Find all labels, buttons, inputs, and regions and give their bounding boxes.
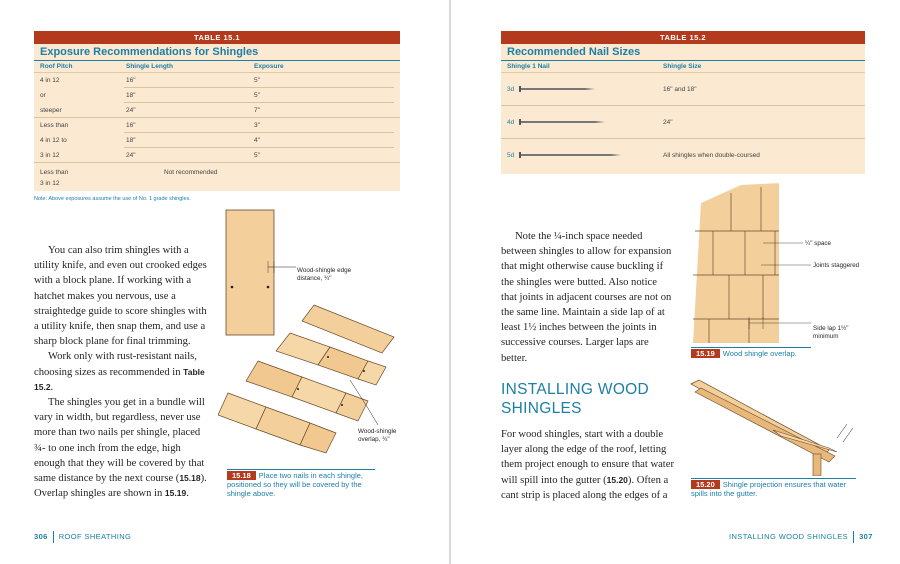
cell-length: 18" (126, 137, 136, 144)
nail-5d-icon (519, 150, 625, 160)
cell-nail: 3d (507, 86, 515, 93)
right-page (451, 0, 900, 564)
cell-exposure: 4" (254, 137, 260, 144)
table-title: Exposure Recommendations for Shingles (34, 44, 400, 61)
table-note: Note: Above exposures assume the use of No. 1 grade shingles. (34, 196, 191, 202)
cell-pitch: or (40, 92, 46, 99)
caption-15-18 (227, 471, 379, 498)
nail-3d-icon (519, 84, 599, 94)
section-name: ROOF SHEATHING (58, 531, 132, 541)
side-lap-label: minimum (813, 333, 839, 340)
overlap-label: overlap, ¾" (358, 436, 390, 443)
cell-nail: 4d (507, 119, 515, 126)
cell-pitch: 3 in 12 (40, 152, 60, 159)
section-heading: INSTALLING WOOD SHINGLES (501, 381, 650, 417)
footer-divider (853, 531, 854, 543)
caption-15-20 (691, 480, 861, 498)
cell-pitch: Less than (40, 169, 69, 176)
page-footer (729, 531, 873, 543)
cell-size: All shingles when double-coursed (663, 152, 760, 159)
table-number: TABLE 15.1 (34, 31, 400, 44)
left-page (0, 0, 449, 564)
caption-text: Shingle projection ensures that water spills into the gutter. (691, 480, 847, 498)
paragraph: For wood shingles, start with a double layer along the edge of the roof, letting them project enough to ensure that water will spill into the gutter (15.20). Often a cant strip is placed along the edges of a (501, 429, 674, 501)
cell-pitch: 4 in 12 to (40, 137, 67, 144)
figure-15-20 (689, 378, 869, 476)
page-footer (34, 531, 131, 543)
joints-label: Joints staggered (813, 262, 860, 269)
fascia-board (813, 454, 821, 476)
table-row (34, 148, 400, 163)
page-number: 306 (34, 531, 48, 541)
table-header-row (34, 61, 400, 73)
caption-text: Place two nails in each shingle, positioned so they will be covered by the shingle above. (227, 471, 364, 498)
cell-length: 16" (126, 77, 136, 84)
section-name: INSTALLING WOOD SHINGLES (729, 531, 849, 541)
edge-distance-label: Wood-shingle edge (297, 267, 352, 274)
table-15-2 (501, 31, 865, 174)
cell-size: 24" (663, 119, 673, 126)
body-text (34, 243, 212, 501)
cell-exposure: 5" (254, 77, 260, 84)
cell-size: 16" and 18" (663, 86, 697, 93)
nail-mark (231, 286, 234, 289)
cell-pitch: 3 in 12 (40, 180, 60, 187)
cell-length: 18" (126, 92, 136, 99)
figure-15-18 (218, 205, 418, 460)
table-row (34, 118, 400, 133)
col-header-roof-pitch: Roof Pitch (40, 63, 73, 70)
side-lap-label: Side lap 1½" (813, 325, 849, 332)
cell-length: 16" (126, 122, 136, 129)
table-number: TABLE 15.2 (501, 31, 865, 44)
table-row (34, 163, 400, 189)
table-row (34, 103, 400, 118)
caption-number: 15.19 (691, 349, 720, 358)
overlap-label: Wood-shingle (358, 428, 397, 435)
cell-exposure: 3" (254, 122, 260, 129)
caption-number: 15.18 (227, 471, 256, 480)
nail-mark (267, 286, 270, 289)
col-header-shingle-size: Shingle Size (663, 63, 702, 70)
cell-pitch: steeper (40, 107, 62, 114)
cell-exposure: 7" (254, 107, 260, 114)
caption-number: 15.20 (691, 480, 720, 489)
figure-15-19 (691, 183, 896, 345)
body-text (501, 229, 675, 366)
paragraph: The shingles you get in a bundle will vary in width, but regardless, never use more than two nails per shingle, placed ¾- to one inch from the edge, high enough that they will be covered by that same distance by the next course (15.18). Overlap shingles are shown in 15.19. (34, 397, 207, 500)
cell-pitch: Less than (40, 122, 69, 129)
table-row (34, 88, 400, 103)
edge-distance-label: distance, ¾" (297, 275, 332, 282)
caption-15-19 (691, 349, 861, 358)
nail-4d-icon (519, 117, 609, 127)
table-title: Recommended Nail Sizes (501, 44, 865, 61)
table-reference[interactable]: Table 15.2 (34, 366, 205, 392)
page-number: 307 (859, 531, 873, 541)
caption-rule (227, 469, 375, 470)
table-15-1 (34, 31, 400, 191)
caption-rule (691, 347, 811, 348)
cell-length: 24" (126, 107, 136, 114)
caption-text: Wood shingle overlap. (722, 349, 797, 358)
footer-divider (53, 531, 54, 543)
figure-reference[interactable]: 15.18 (179, 473, 201, 484)
table-row (34, 73, 400, 88)
space-label: ¼" space (805, 240, 832, 247)
paragraph: You can also trim shingles with a utility knife, and even out crooked edges with a block plane. If working with a hatchet makes you nervous, use a straightedge guide to score shingles with a utility knife, then snap them, and use a sharp block plane for final trimming. (34, 245, 207, 348)
paragraph: Work only with rust-resistant nails, choosing sizes as recommended in Table 15.2. (34, 351, 205, 393)
table-header-row (501, 61, 865, 73)
cell-exposure: 5" (254, 92, 260, 99)
table-row (501, 73, 865, 106)
body-text (501, 427, 675, 503)
cell-not-recommended: Not recommended (164, 169, 218, 176)
single-shingle (226, 210, 274, 335)
table-row (501, 139, 865, 172)
cell-length: 24" (126, 152, 136, 159)
caption-rule (691, 478, 856, 479)
col-header-shingle-length: Shingle Length (126, 63, 173, 70)
figure-reference[interactable]: 15.19 (164, 488, 187, 499)
col-header-exposure: Exposure (254, 63, 284, 70)
cell-exposure: 5" (254, 152, 260, 159)
col-header-nail: Shingle 1 Nail (507, 63, 550, 70)
cell-nail: 5d (507, 152, 515, 159)
cell-pitch: 4 in 12 (40, 77, 60, 84)
paragraph: Note the ¼-inch space needed between shingles to allow for expansion that might otherwise cause buckling if the shingles were butted. Also notice that joints in adjacent courses are not on the same line. Maintain a side lap of at least 1½ inches between the joints in successive courses. Larger laps are better. (501, 231, 672, 364)
figure-reference[interactable]: 15.20 (606, 474, 628, 485)
table-row (34, 133, 400, 148)
table-row (501, 106, 865, 139)
